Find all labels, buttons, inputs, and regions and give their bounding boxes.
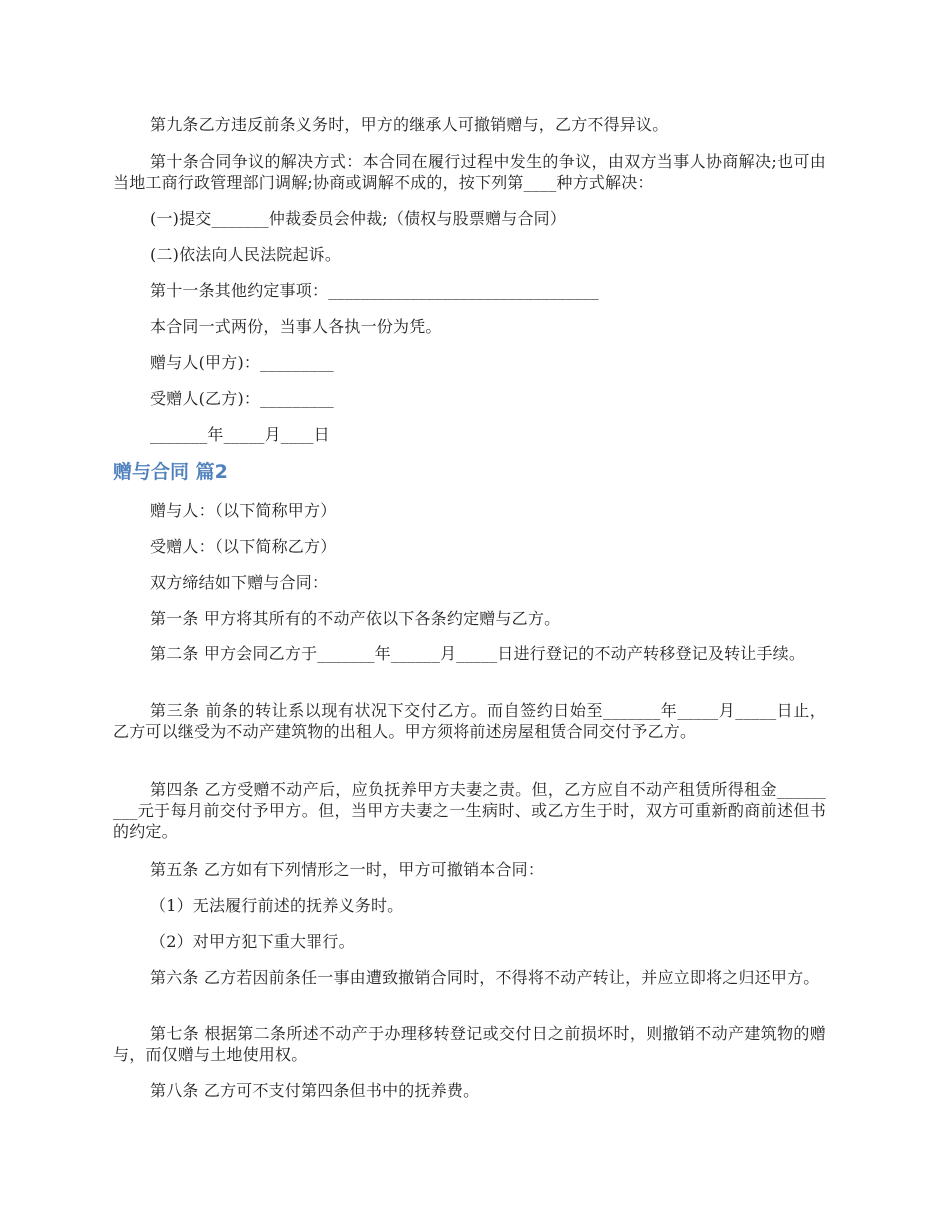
donee-signature: 受赠人(乙方)：_________ xyxy=(150,389,334,408)
section-heading: 赠与合同 篇2 xyxy=(113,461,228,483)
revocation-item-2: （2）对甲方犯下重大罪行。 xyxy=(150,932,355,951)
donor-line: 赠与人：（以下简称甲方） xyxy=(150,501,337,520)
article-10: 第十条合同争议的解决方式：本合同在履行过程中发生的争议，由双方当事人协商解决;也可由当地工商行政管理部门调解;协商或调解不成的，按下列第____种方式解决： xyxy=(113,152,826,192)
article-9: 第九条乙方违反前条义务时，甲方的继承人可撤销赠与，乙方不得异议。 xyxy=(150,115,669,134)
article-4: 第四条 乙方受赠不动产后，应负抚养甲方夫妻之责。但，乙方应自不动产租赁所得租金_________元于每月前交付予甲方。但，当甲方夫妻之一生病时、或乙方生于时，双方可重新酌商前述但书的约定。 xyxy=(113,780,826,841)
article-3: 第三条 前条的转让系以现有状况下交付乙方。而自签约日始至_______年_____月_____日止，乙方可以继受为不动产建筑物的出租人。甲方须将前述房屋租赁合同交付予乙方。 xyxy=(113,701,826,741)
option-court: (二)依法向人民法院起诉。 xyxy=(150,245,342,264)
revocation-item-1: （1）无法履行前述的抚养义务时。 xyxy=(150,896,404,915)
article-8: 第八条 乙方可不支付第四条但书中的抚养费。 xyxy=(150,1081,480,1100)
article-7: 第七条 根据第二条所述不动产于办理移转登记或交付日之前损坏时，则撤销不动产建筑物的赠与，而仅赠与土地使用权。 xyxy=(113,1024,826,1064)
article-11: 第十一条其他约定事项：_________________________________ xyxy=(150,281,599,300)
donor-signature: 赠与人(甲方)：_________ xyxy=(150,353,334,372)
copies-note: 本合同一式两份，当事人各执一份为凭。 xyxy=(150,317,442,336)
article-6: 第六条 乙方若因前条任一事由遭致撤销合同时，不得将不动产转让，并应立即将之归还甲方。 xyxy=(150,968,820,987)
contract-intro: 双方缔结如下赠与合同： xyxy=(150,573,329,592)
donee-line: 受赠人：（以下简称乙方） xyxy=(150,537,337,556)
option-arbitration: (一)提交_______仲裁委员会仲裁;（债权与股票赠与合同） xyxy=(150,209,567,228)
article-1: 第一条 甲方将其所有的不动产依以下各条约定赠与乙方。 xyxy=(150,609,561,628)
article-2: 第二条 甲方会同乙方于_______年______月_____日进行登记的不动产转移登记及转让手续。 xyxy=(150,644,806,663)
signing-date: _______年_____月____日 xyxy=(150,425,330,444)
article-5: 第五条 乙方如有下列情形之一时，甲方可撤销本合同： xyxy=(150,860,545,879)
